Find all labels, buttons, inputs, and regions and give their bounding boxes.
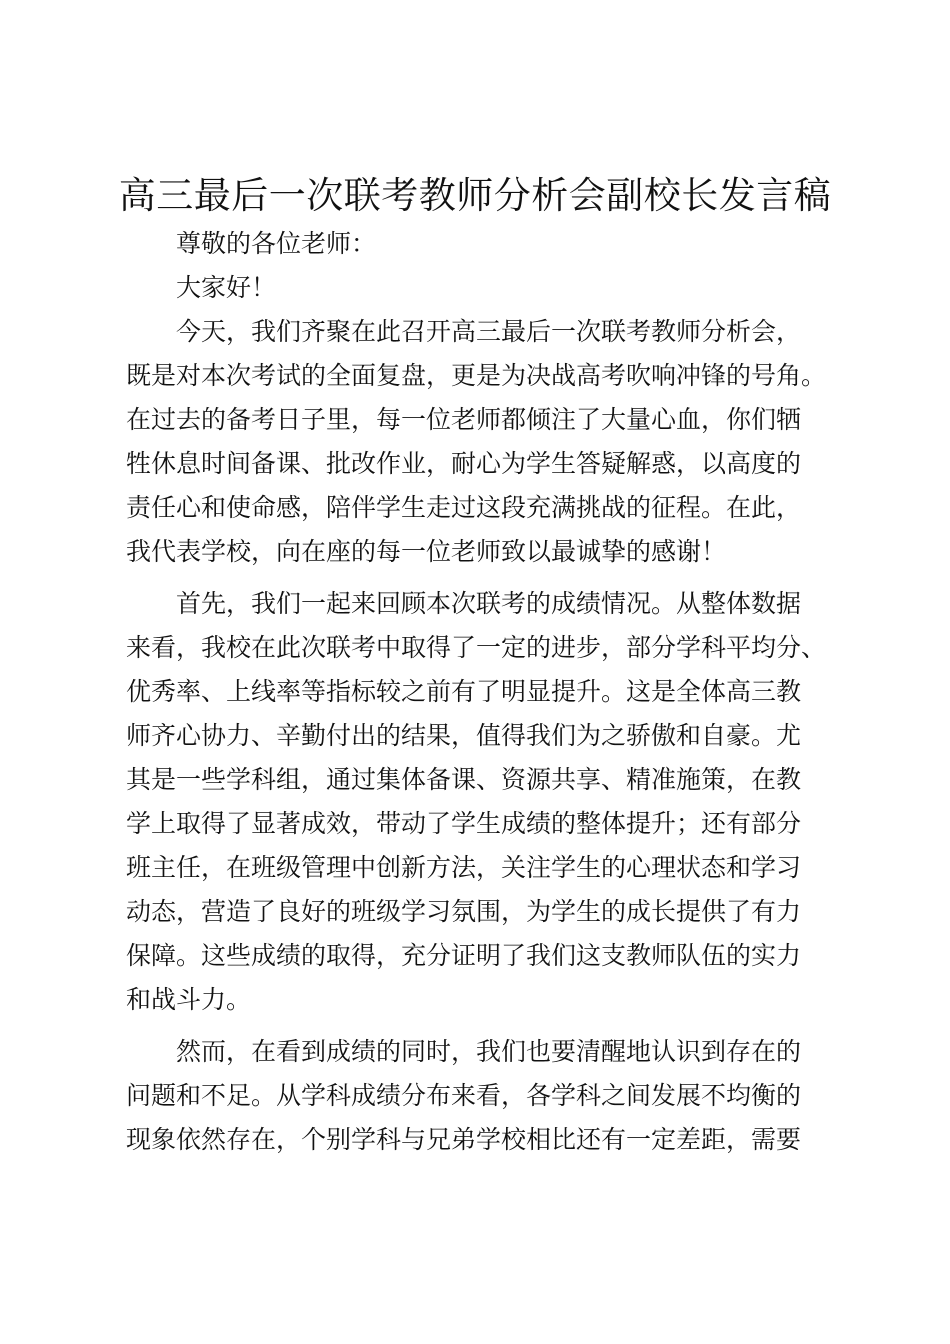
document-title: 高三最后一次联考教师分析会副校长发言稿	[118, 174, 832, 217]
paragraph-line: 优秀率、上线率等指标较之前有了明显提升。这是全体高三教	[126, 677, 802, 706]
paragraph-line: 我代表学校，向在座的每一位老师致以最诚挚的感谢！	[126, 537, 727, 566]
paragraph-line: 班主任，在班级管理中创新方法，关注学生的心理状态和学习	[126, 853, 802, 882]
paragraph-line: 问题和不足。从学科成绩分布来看，各学科之间发展不均衡的	[126, 1081, 802, 1110]
paragraph-line: 动态，营造了良好的班级学习氛围，为学生的成长提供了有力	[126, 897, 802, 926]
paragraph-3	[126, 1030, 841, 1162]
paragraph-line: 师齐心协力、辛勤付出的结果，值得我们为之骄傲和自豪。尤	[126, 721, 802, 750]
paragraph-line: 在过去的备考日子里，每一位老师都倾注了大量心血，你们牺	[126, 405, 802, 434]
paragraph-line: 和战斗力。	[126, 985, 252, 1014]
greeting: 大家好！	[176, 273, 277, 302]
paragraph-line: 牲休息时间备课、批改作业，耐心为学生答疑解惑，以高度的	[126, 449, 802, 478]
salutation: 尊敬的各位老师：	[176, 229, 377, 258]
paragraph-line: 然而，在看到成绩的同时，我们也要清醒地认识到存在的	[176, 1037, 802, 1066]
paragraph-1	[126, 310, 841, 574]
paragraph-line: 学上取得了显著成效，带动了学生成绩的整体提升；还有部分	[126, 809, 802, 838]
paragraph-line: 现象依然存在，个别学科与兄弟学校相比还有一定差距，需要	[126, 1125, 802, 1154]
paragraph-line: 责任心和使命感，陪伴学生走过这段充满挑战的征程。在此，	[126, 493, 802, 522]
paragraph-line: 首先，我们一起来回顾本次联考的成绩情况。从整体数据	[176, 589, 802, 618]
paragraph-line: 保障。这些成绩的取得，充分证明了我们这支教师队伍的实力	[126, 941, 802, 970]
paragraph-line: 既是对本次考试的全面复盘，更是为决战高考吹响冲锋的号角。	[126, 361, 827, 390]
document-body	[126, 222, 841, 1162]
paragraph-line: 其是一些学科组，通过集体备课、资源共享、精准施策，在教	[126, 765, 802, 794]
paragraph-line: 今天，我们齐聚在此召开高三最后一次联考教师分析会，	[176, 317, 802, 346]
paragraph-2	[126, 582, 841, 1022]
paragraph-line: 来看，我校在此次联考中取得了一定的进步，部分学科平均分、	[126, 633, 827, 662]
